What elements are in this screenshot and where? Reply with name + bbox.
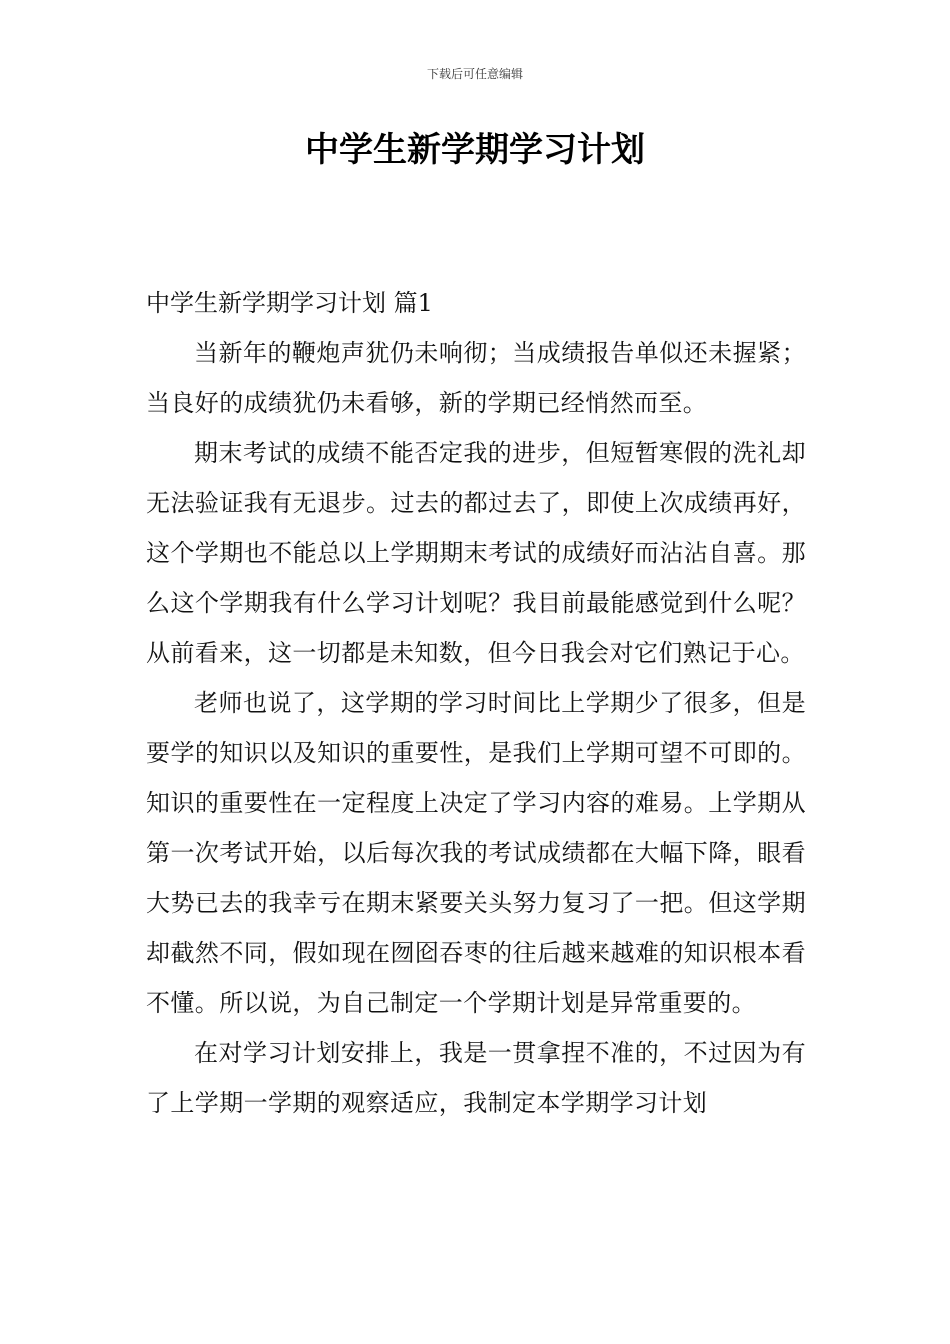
- document-body: [146, 278, 806, 1128]
- document-title: 中学生新学期学习计划: [305, 130, 645, 170]
- header-note: 下载后可任意编辑: [426, 67, 523, 81]
- paragraph-1: 当新年的鞭炮声犹仍未响彻；当成绩报告单似还未握紧；当良好的成绩犹仍未看够，新的学期已经悄然而至。: [146, 339, 806, 417]
- paragraph-4: 在对学习计划安排上，我是一贯拿捏不准的，不过因为有了上学期一学期的观察适应，我制定本学期学习计划: [146, 1039, 806, 1117]
- paragraph-2: 期末考试的成绩不能否定我的进步，但短暂寒假的洗礼却无法验证我有无退步。过去的都过去了，即使上次成绩再好，这个学期也不能总以上学期期末考试的成绩好而沾沾自喜。那么这个学期我有什么学习计划呢？我目前最能感觉到什么呢？从前看来，这一切都是未知数，但今日我会对它们熟记于心。: [146, 439, 806, 667]
- section-heading: 中学生新学期学习计划 篇1: [146, 289, 433, 317]
- paragraph-3: 老师也说了，这学期的学习时间比上学期少了很多，但是要学的知识以及知识的重要性，是我们上学期可望不可即的。知识的重要性在一定程度上决定了学习内容的难易。上学期从第一次考试开始，以后每次我的考试成绩都在大幅下降，眼看大势已去的我幸亏在期末紧要关头努力复习了一把。但这学期却截然不同，假如现在囫囵吞枣的往后越来越难的知识根本看不懂。所以说，为自己制定一个学期计划是异常重要的。: [146, 689, 806, 1017]
